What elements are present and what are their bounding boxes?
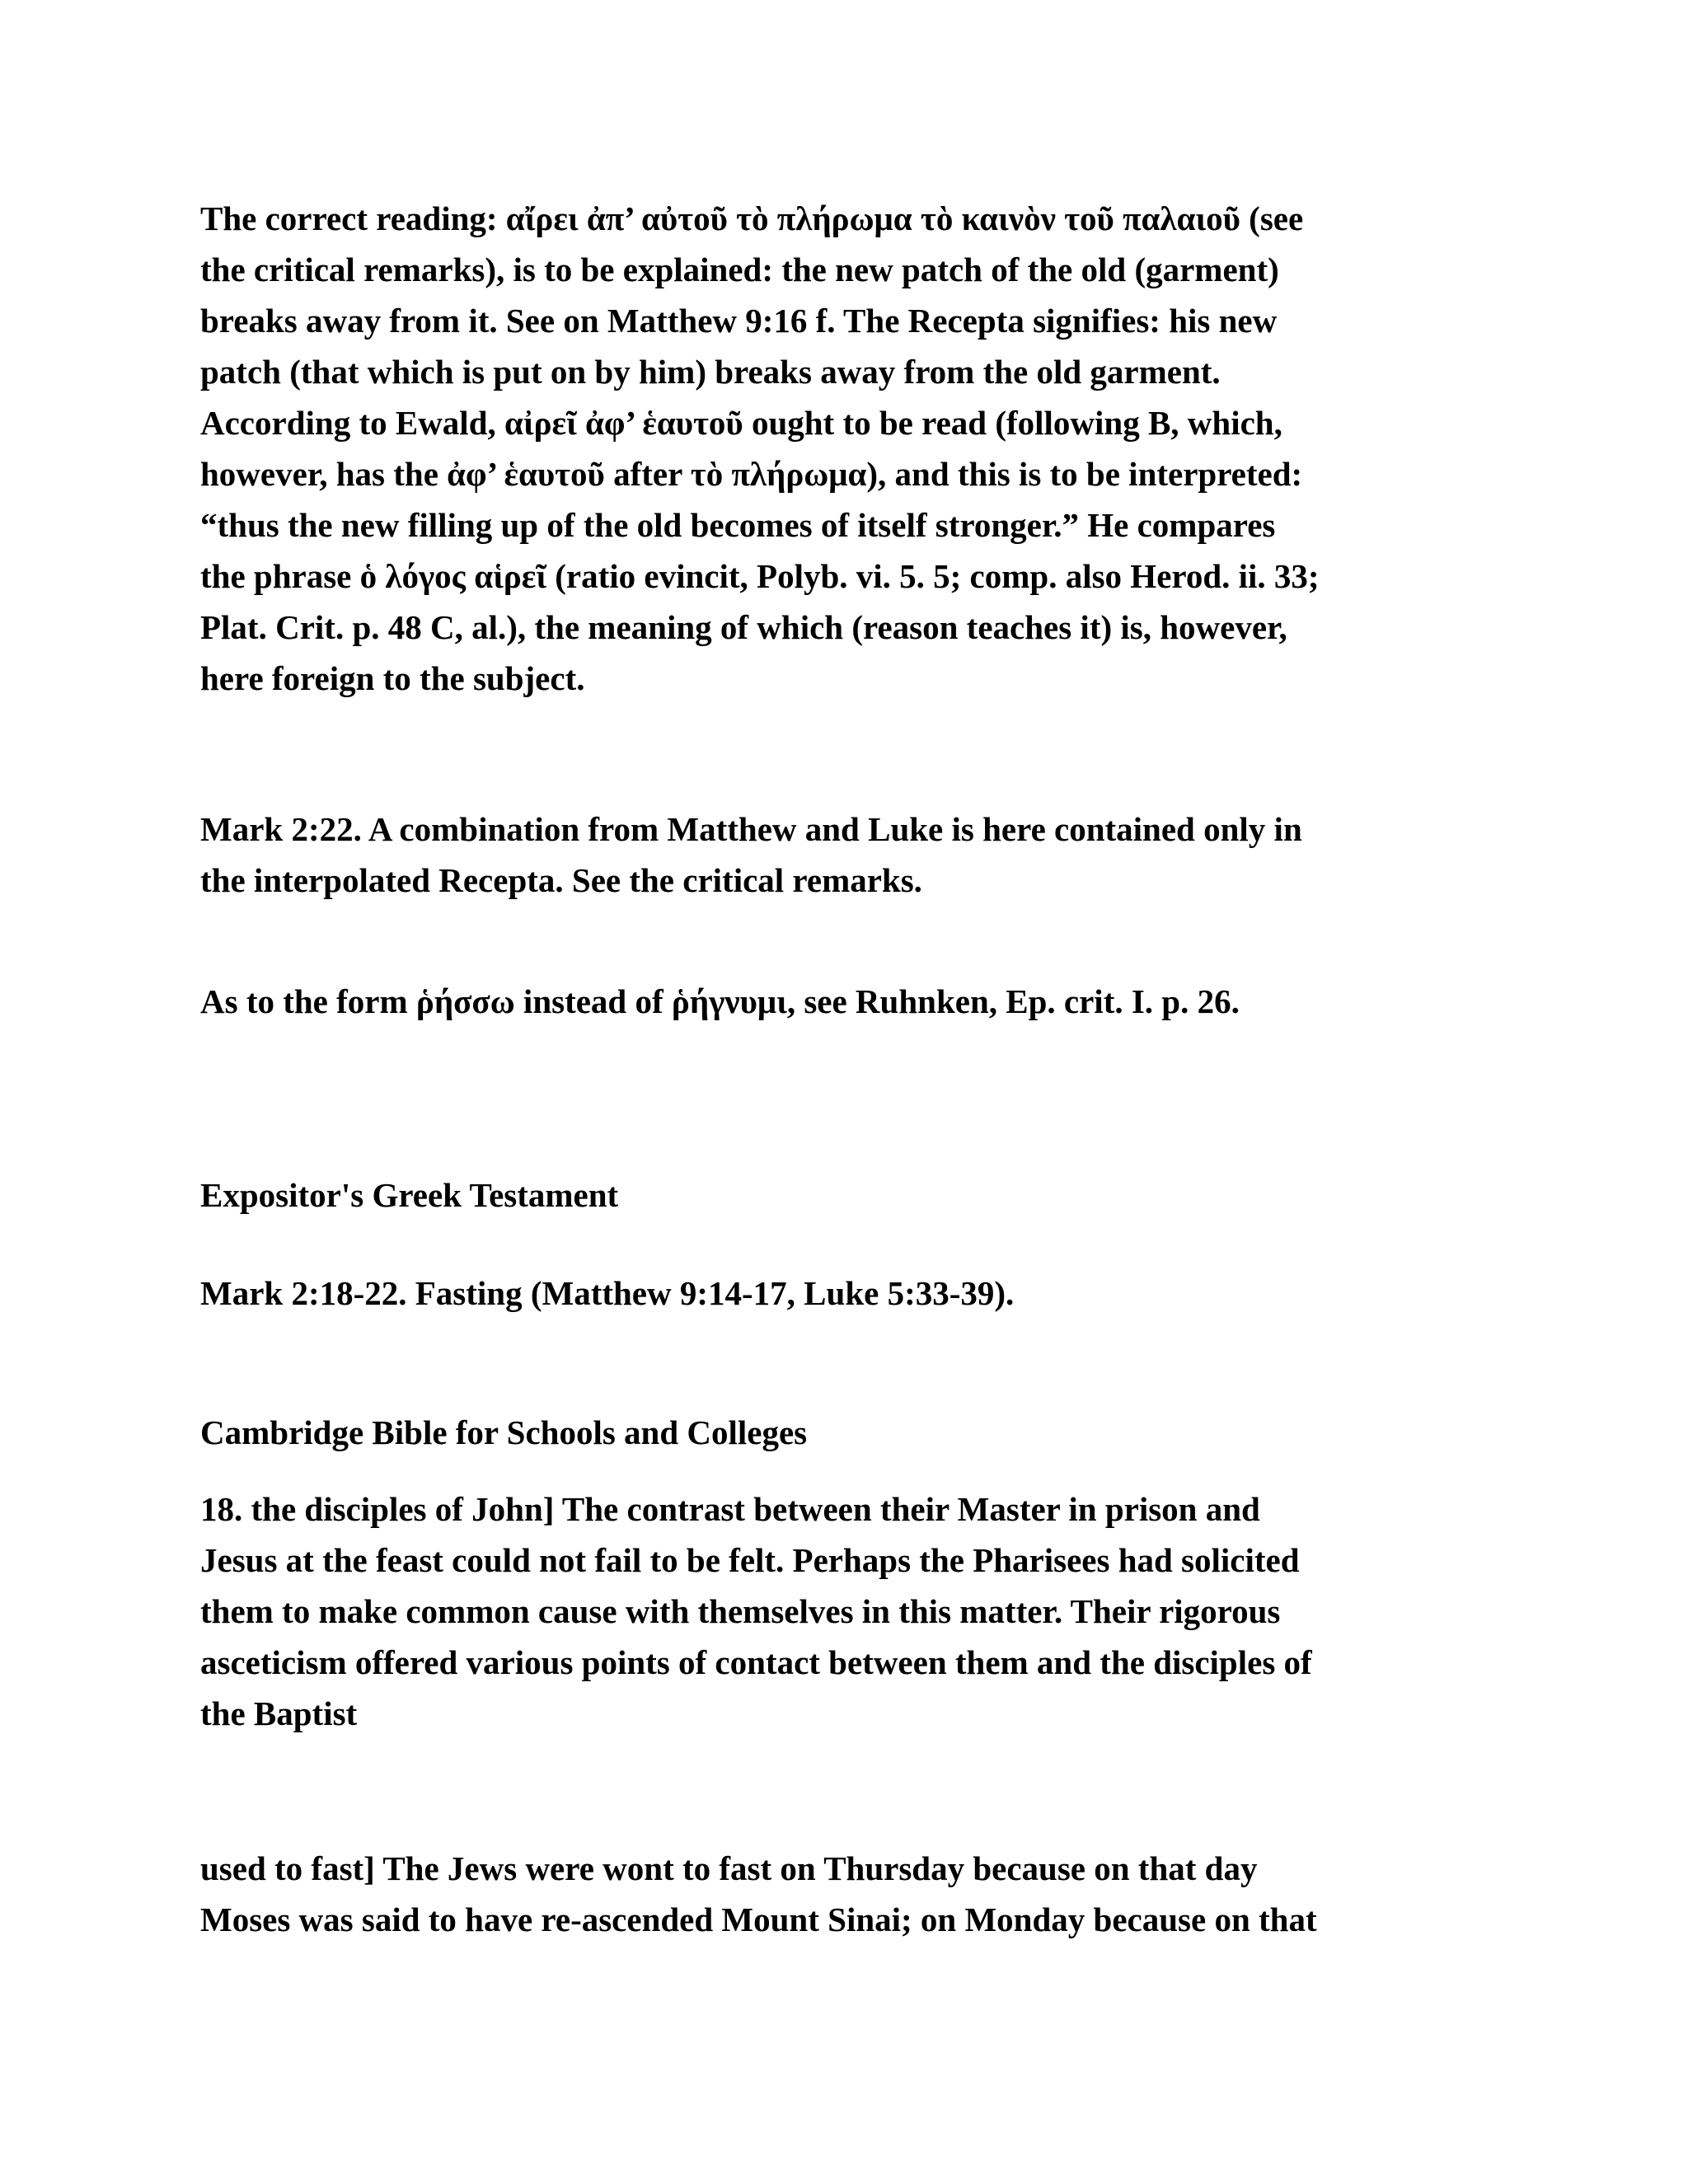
text-line: “thus the new filling up of the old becomes of itself stronger.” He compares: [200, 506, 1276, 544]
paragraph-fasting-heading: [200, 1268, 1486, 1319]
source-heading-cambridge: [200, 1407, 1486, 1458]
text-line: used to fast] The Jews were wont to fast on Thursday because on that day: [200, 1849, 1258, 1887]
text-line: the Baptist: [200, 1694, 358, 1732]
text-line: them to make common cause with themselves in this matter. Their rigorous: [200, 1592, 1281, 1630]
text-line: however, has the ἀφ’ ἑαυτοῦ after τὸ πλήρωμα), and this is to be interpreted:: [200, 455, 1303, 493]
text-line: According to Ewald, αἰρεῖ ἀφ’ ἑαυτοῦ ought to be read (following B, which,: [200, 404, 1282, 442]
paragraph-disciples-of-john: [200, 1483, 1486, 1739]
paragraph-mark-2-22: [200, 804, 1486, 906]
text-line: Jesus at the feast could not fail to be felt. Perhaps the Pharisees had solicited: [200, 1541, 1300, 1579]
text-line: breaks away from it. See on Matthew 9:16 f. The Recepta signifies: his new: [200, 302, 1278, 340]
source-heading-expositors: [200, 1169, 1486, 1221]
text-line: Expositor's Greek Testament: [200, 1176, 619, 1214]
text-line: As to the form ῥήσσω instead of ῥήγνυμι, see Ruhnken, Ep. crit. I. p. 26.: [200, 982, 1240, 1020]
paragraph-meyer-commentary: [200, 193, 1486, 704]
text-line: The correct reading: αἴρει ἀπ’ αὐτοῦ τὸ πλήρωμα τὸ καινὸν τοῦ παλαιοῦ (see: [200, 199, 1304, 237]
text-line: here foreign to the subject.: [200, 659, 585, 697]
text-line: patch (that which is put on by him) breaks away from the old garment.: [200, 353, 1221, 391]
paragraph-rhesso-note: [200, 976, 1486, 1027]
text-line: Moses was said to have re-ascended Mount Sinai; on Monday because on that: [200, 1900, 1317, 1938]
text-line: Mark 2:18-22. Fasting (Matthew 9:14-17, Luke 5:33-39).: [200, 1274, 1015, 1312]
text-line: the phrase ὁ λόγος αἱρεῖ (ratio evincit, Polyb. vi. 5. 5; comp. also Herod. ii. 33;: [200, 557, 1320, 595]
text-line: Mark 2:22. A combination from Matthew and Luke is here contained only in: [200, 810, 1302, 848]
text-line: asceticism offered various points of contact between them and the disciples of: [200, 1643, 1312, 1681]
text-line: Plat. Crit. p. 48 C, al.), the meaning of which (reason teaches it) is, however,: [200, 608, 1287, 646]
text-line: Cambridge Bible for Schools and Colleges: [200, 1413, 808, 1451]
paragraph-used-to-fast: [200, 1843, 1486, 1945]
text-line: 18. the disciples of John] The contrast between their Master in prison and: [200, 1490, 1260, 1528]
text-line: the interpolated Recepta. See the critical remarks.: [200, 861, 922, 899]
text-line: the critical remarks), is to be explained: the new patch of the old (garment): [200, 251, 1279, 288]
